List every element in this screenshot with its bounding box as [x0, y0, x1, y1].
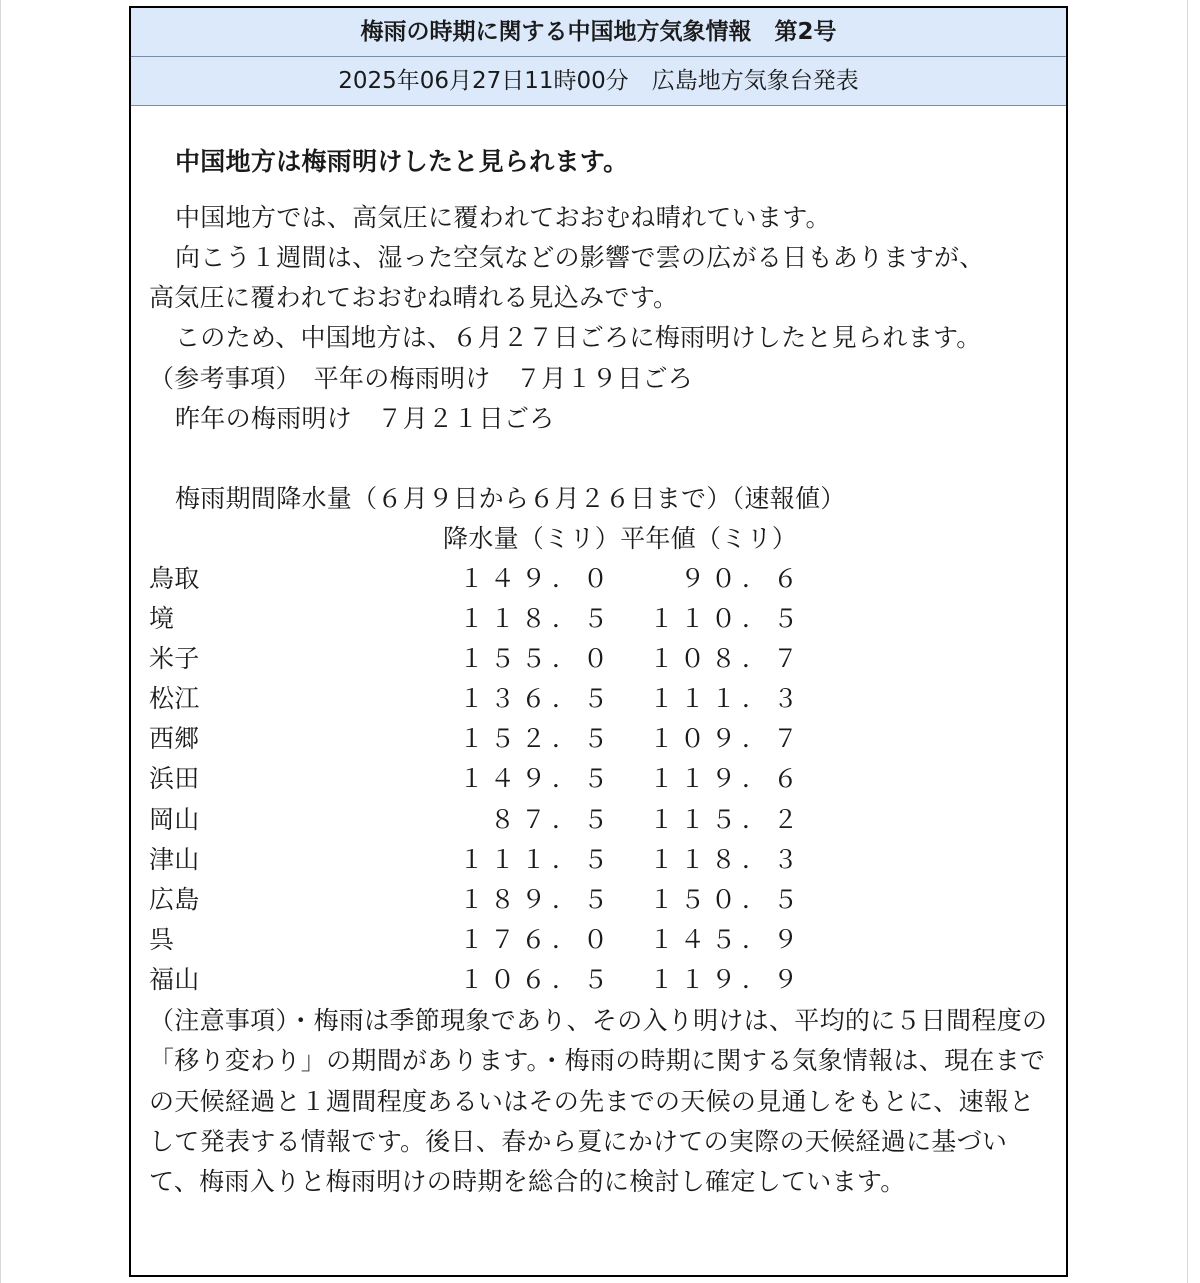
issued-line: 2025年06月27日11時00分 広島地方気象台発表 [131, 57, 1066, 106]
rainfall-amount: １７６．０ [458, 925, 614, 954]
rainfall-amount: １５５．０ [458, 644, 614, 673]
table-row [149, 719, 1029, 759]
rainfall-amount: １１８．５ [458, 604, 614, 633]
headline: 中国地方は梅雨明けしたと見られます。 [175, 147, 629, 176]
bulletin-title: 梅雨の時期に関する中国地方気象情報 第2号 [131, 8, 1066, 57]
rainfall-normal: １１９．９ [648, 965, 804, 994]
rainfall-caption: 梅雨期間降水量（６月９日から６月２６日まで）（速報値） [175, 484, 846, 513]
table-row [149, 599, 1029, 639]
rainfall-normal: １１０．５ [648, 604, 804, 633]
rainfall-normal: １４５．９ [648, 925, 804, 954]
paragraph-2b: 高気圧に覆われておおむね晴れる見込みです。 [149, 283, 679, 312]
reference-normal: （参考事項） 平年の梅雨明け ７月１９日ごろ [149, 364, 694, 393]
table-row [149, 759, 1029, 799]
rainfall-amount: １５２．５ [458, 724, 614, 753]
rainfall-amount: １４９．０ [458, 564, 614, 593]
rainfall-normal: ９０．６ [679, 564, 804, 593]
left-edge-line [0, 0, 1, 1283]
station-name: 岡山 [149, 805, 200, 834]
rainfall-normal: １５０．５ [648, 885, 804, 914]
rainfall-normal: １０９．７ [648, 724, 804, 753]
notes: （注意事項）・梅雨は季節現象であり、その入り明けは、平均的に５日間程度の「移り変わり」の期間があります。・梅雨の時期に関する気象情報は、現在までの天候経過と１週間程度あるいはその先までの天候の見通しをもとに、速報として発表する情報です。後日、春から夏にかけての実際の天候経過に基づいて、梅雨入りと梅雨明けの時期を総合的に検討し確定しています。 [149, 1006, 1048, 1197]
rainfall-amount: １３６．５ [458, 684, 614, 713]
rainfall-amount: １０６．５ [458, 965, 614, 994]
bulletin-body [131, 106, 1066, 1276]
paragraph-1: 中国地方では、高気圧に覆われておおむね晴れています。 [175, 203, 831, 232]
table-row [149, 639, 1029, 679]
rainfall-normal: １１８．３ [648, 845, 804, 874]
table-row [149, 840, 1029, 880]
station-name: 浜田 [149, 764, 200, 793]
rainfall-column-headers: 降水量（ミリ）平年値（ミリ） [443, 524, 798, 553]
right-edge-line [1187, 0, 1188, 1283]
station-name: 松江 [149, 684, 200, 713]
table-row [149, 559, 1029, 599]
station-name: 鳥取 [149, 564, 200, 593]
station-name: 米子 [149, 644, 200, 673]
reference-last-year: 昨年の梅雨明け ７月２１日ごろ [175, 404, 555, 433]
station-name: 福山 [149, 965, 200, 994]
rainfall-normal: １１５．２ [648, 805, 804, 834]
station-name: 西郷 [149, 724, 200, 753]
paragraph-2a: 向こう１週間は、湿った空気などの影響で雲の広がる日もありますが、 [175, 243, 985, 272]
rainfall-amount: １１１．５ [458, 845, 614, 874]
table-row [149, 960, 1029, 1000]
rainfall-normal: １０８．７ [648, 644, 804, 673]
rainfall-amount: １４９．５ [458, 764, 614, 793]
station-name: 津山 [149, 845, 200, 874]
rainfall-amount: １８９．５ [458, 885, 614, 914]
paragraph-3: このため、中国地方は、６月２７日ごろに梅雨明けしたと見られます。 [175, 323, 982, 352]
table-row [149, 679, 1029, 719]
bulletin-panel [129, 6, 1068, 1277]
rainfall-normal: １１１．３ [648, 684, 804, 713]
table-row [149, 920, 1029, 960]
table-row [149, 800, 1029, 840]
table-row [149, 880, 1029, 920]
station-name: 境 [149, 604, 175, 633]
rainfall-normal: １１９．６ [648, 764, 804, 793]
station-name: 呉 [149, 925, 175, 954]
station-name: 広島 [149, 885, 200, 914]
rainfall-amount: ８７．５ [489, 805, 614, 834]
